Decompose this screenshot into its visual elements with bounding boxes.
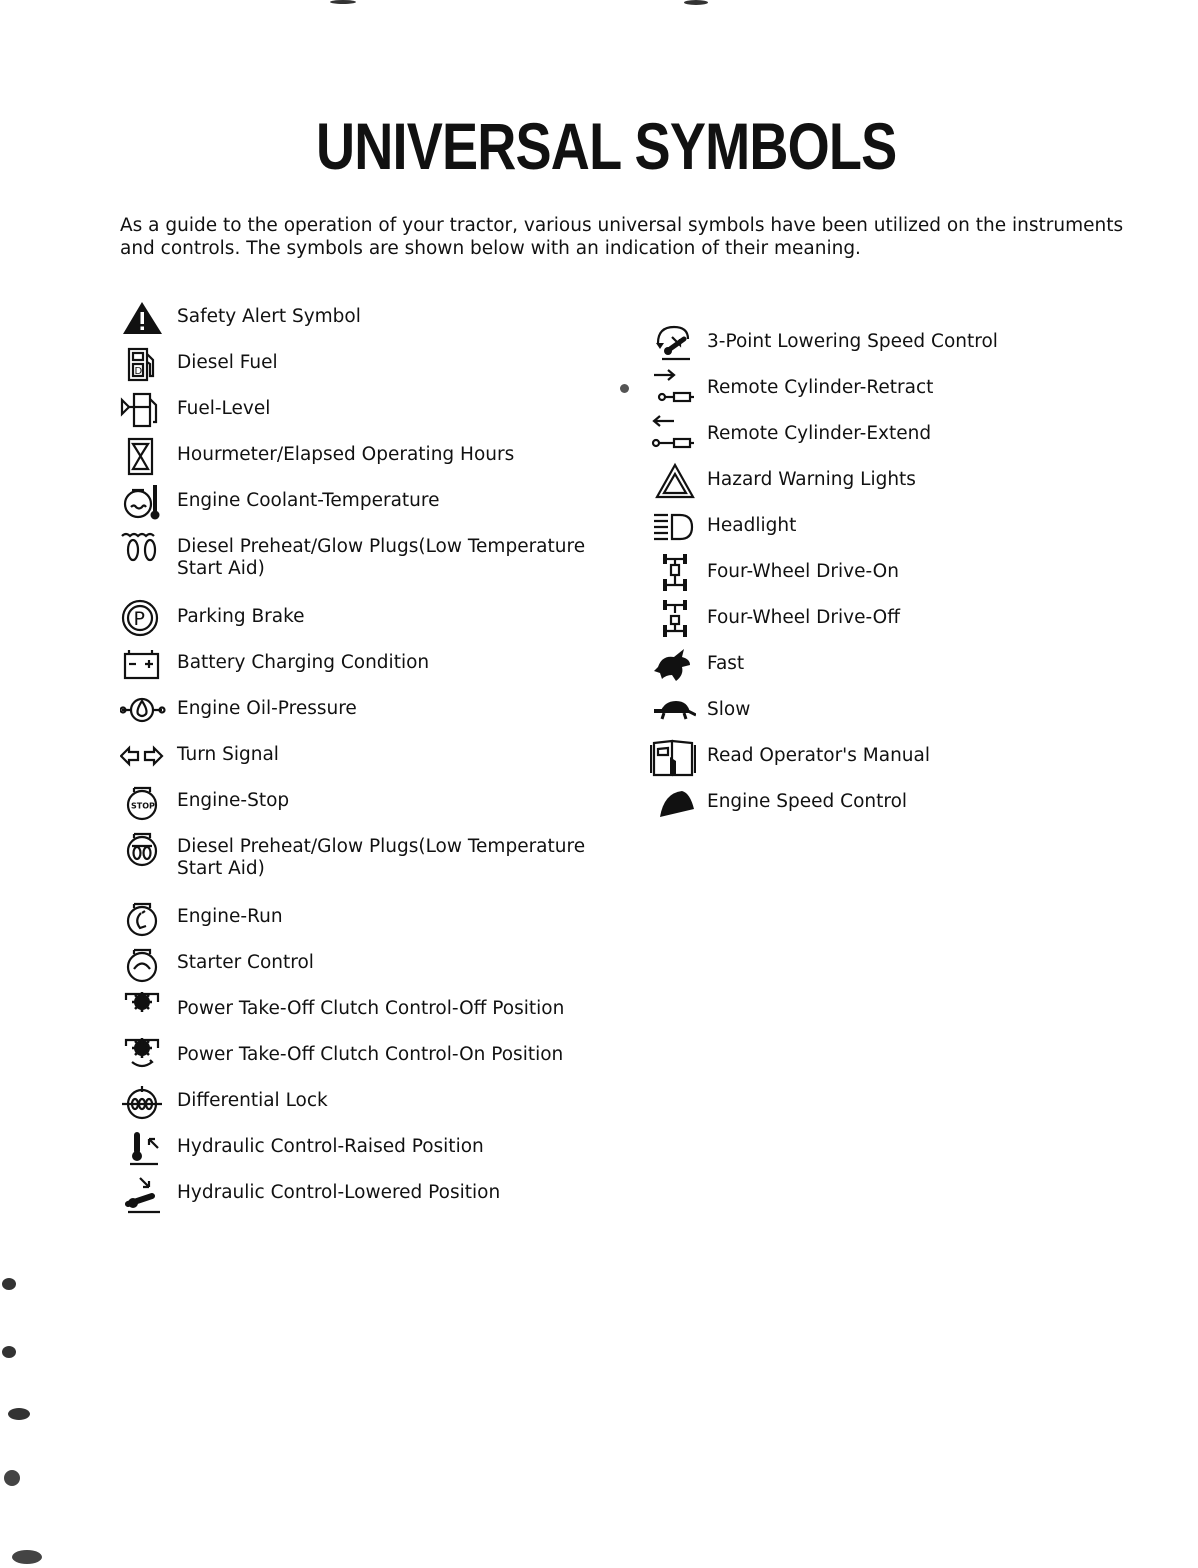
symbol-row [120, 390, 620, 430]
symbol-label: Hydraulic Control-Raised Position [177, 1136, 484, 1157]
symbol-label: Diesel Preheat/Glow Plugs(Low Temperature Start Aid) [177, 836, 586, 879]
symbol-label: Parking Brake [177, 606, 305, 627]
engine-speed-icon [650, 783, 696, 823]
symbol-label: Starter Control [177, 952, 314, 973]
symbol-row [120, 782, 620, 822]
symbol-label: Four-Wheel Drive-Off [707, 607, 900, 628]
pto-on-icon [120, 1036, 166, 1076]
symbol-label: Engine Speed Control [707, 791, 908, 812]
svg-text:D: D [134, 366, 143, 377]
symbol-label: Hazard Warning Lights [707, 469, 916, 490]
symbol-label: Slow [707, 699, 751, 720]
symbol-row [120, 482, 620, 522]
svg-text:P: P [133, 608, 145, 630]
page-title: UNIVERSAL SYMBOLS [315, 109, 897, 183]
symbol-label: Remote Cylinder-Extend [707, 423, 932, 444]
scan-speck [8, 1408, 30, 1420]
hourmeter-icon [120, 436, 166, 476]
symbol-label: Diesel Preheat/Glow Plugs(Low Temperature Start Aid) [177, 536, 586, 579]
engine-stop-icon [120, 782, 166, 822]
symbol-label: Safety Alert Symbol [177, 306, 361, 327]
safety-alert-icon [120, 298, 166, 338]
scan-speck [330, 0, 356, 4]
cylinder-retract-icon [650, 369, 696, 409]
engine-run-icon [120, 898, 166, 938]
hazard-warning-icon [650, 461, 696, 501]
symbol-row [650, 553, 1110, 593]
symbol-label: Fuel-Level [177, 398, 271, 419]
fast-rabbit-icon [650, 645, 696, 685]
symbol-label: Engine Coolant-Temperature [177, 490, 440, 511]
symbol-label: Turn Signal [177, 744, 279, 765]
symbol-label: Power Take-Off Clutch Control-On Position [177, 1044, 564, 1065]
turn-signal-icon [120, 736, 166, 776]
symbol-label: 3-Point Lowering Speed Control [707, 331, 998, 352]
battery-icon [120, 644, 166, 684]
scan-speck [2, 1346, 16, 1358]
symbol-row [120, 990, 620, 1030]
symbol-row [120, 528, 620, 579]
scan-speck [620, 384, 629, 393]
headlight-icon [650, 507, 696, 547]
four-wheel-drive-on-icon [650, 553, 696, 593]
symbol-label: Battery Charging Condition [177, 652, 430, 673]
fuel-level-icon [120, 390, 166, 430]
cylinder-extend-icon [650, 415, 696, 455]
parking-brake-icon [120, 598, 166, 638]
scan-speck [2, 1278, 16, 1290]
symbol-label: Hydraulic Control-Lowered Position [177, 1182, 501, 1203]
symbol-row [650, 691, 1110, 731]
symbol-label: Power Take-Off Clutch Control-Off Position [177, 998, 565, 1019]
symbol-row [650, 369, 1110, 409]
symbol-label: Headlight [707, 515, 797, 536]
symbol-label: Fast [707, 653, 745, 674]
lowering-speed-icon [650, 323, 696, 363]
symbol-label: Hourmeter/Elapsed Operating Hours [177, 444, 515, 465]
symbol-row [650, 645, 1110, 685]
symbol-row [650, 599, 1110, 639]
symbol-row [120, 644, 620, 684]
symbol-label: Four-Wheel Drive-On [707, 561, 899, 582]
operators-manual-icon [650, 737, 696, 777]
oil-pressure-icon [120, 690, 166, 730]
symbol-label: Diesel Fuel [177, 352, 278, 373]
symbol-row [120, 344, 620, 384]
symbol-row [120, 598, 620, 638]
symbol-row [650, 737, 1110, 777]
four-wheel-drive-off-icon [650, 599, 696, 639]
symbol-row [120, 1174, 620, 1214]
svg-text:STOP: STOP [131, 801, 155, 811]
engine-glow-plug-icon [120, 828, 166, 868]
symbol-row [120, 436, 620, 476]
symbol-row [120, 898, 620, 938]
symbol-row [120, 1082, 620, 1122]
symbol-row [120, 828, 620, 879]
symbol-row [650, 783, 1110, 823]
symbol-label: Read Operator's Manual [707, 745, 931, 766]
symbol-label: Differential Lock [177, 1090, 328, 1111]
symbol-label: Engine-Run [177, 906, 283, 927]
symbol-label: Remote Cylinder-Retract [707, 377, 934, 398]
hydraulic-lowered-icon [120, 1174, 166, 1214]
symbol-row [650, 507, 1110, 547]
hydraulic-raised-icon [120, 1128, 166, 1168]
symbol-row [120, 736, 620, 776]
glow-plug-icon [120, 528, 166, 568]
scan-speck [12, 1550, 42, 1564]
starter-icon [120, 944, 166, 984]
differential-lock-icon [120, 1082, 166, 1122]
scan-speck [4, 1470, 20, 1486]
symbol-row [120, 1128, 620, 1168]
intro-paragraph: As a guide to the operation of your tractor, various universal symbols have been utilized on the instruments and controls. The symbols are shown below with an indication of their meaning. [120, 215, 1124, 259]
slow-turtle-icon [650, 691, 696, 731]
pto-off-icon [120, 990, 166, 1030]
symbol-row [650, 323, 1110, 363]
coolant-temperature-icon [120, 482, 166, 522]
diesel-fuel-icon [120, 344, 166, 384]
symbol-row [120, 1036, 620, 1076]
symbol-row [120, 944, 620, 984]
symbol-label: Engine Oil-Pressure [177, 698, 357, 719]
symbol-row [650, 415, 1110, 455]
symbol-row [120, 690, 620, 730]
symbol-row [650, 461, 1110, 501]
symbol-label: Engine-Stop [177, 790, 290, 811]
symbol-row [120, 298, 620, 338]
scan-speck [684, 0, 708, 5]
